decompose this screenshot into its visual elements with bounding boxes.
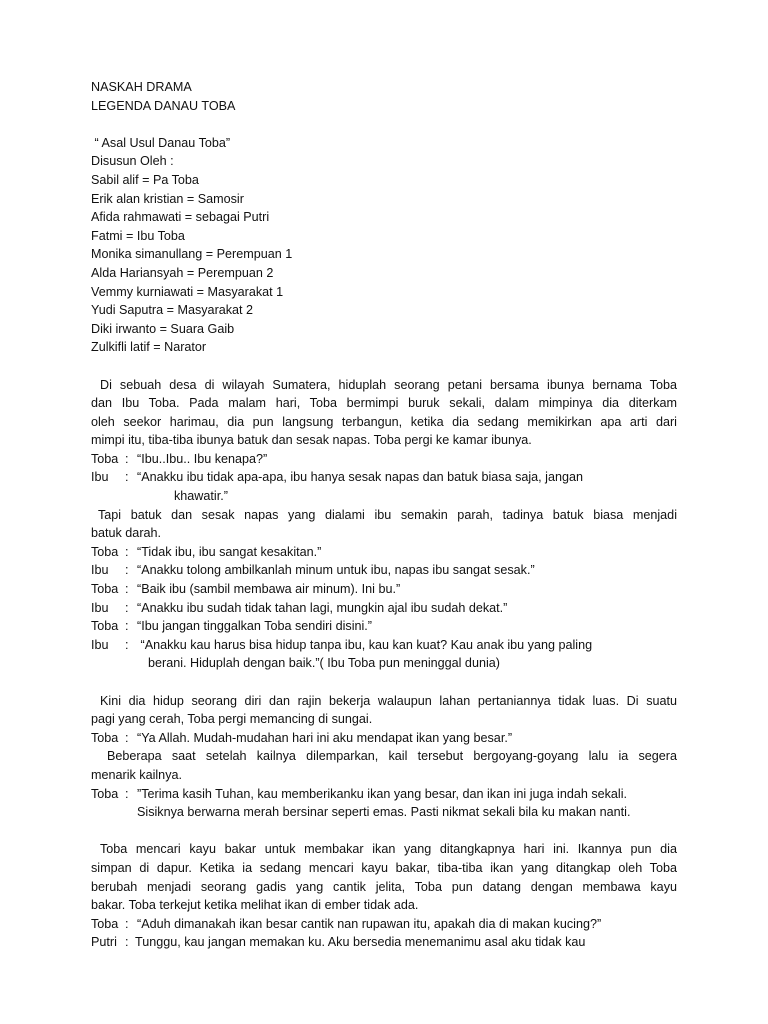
doc-title-2: LEGENDA DANAU TOBA xyxy=(91,98,236,113)
dialogue-text: “Ibu jangan tinggalkan Toba sendiri disini.” xyxy=(137,619,373,634)
dialogue-line xyxy=(91,729,677,748)
cast-item: Sabil alif = Pa Toba xyxy=(91,172,199,187)
para-line: mimpi itu, tiba-tiba ibunya batuk dan sesak napas. Toba pergi ke kamar ibunya. xyxy=(91,433,532,448)
speaker: Toba xyxy=(91,582,119,597)
dialogue-text: “Tidak ibu, ibu sangat kesakitan.” xyxy=(137,544,322,559)
dialogue-line xyxy=(91,617,677,636)
para-line: Tapi batuk dan sesak napas yang dialami ibu semakin parah, tadinya batuk biasa menjadi xyxy=(98,507,677,522)
cast-item: Diki irwanto = Suara Gaib xyxy=(91,321,235,336)
colon: : xyxy=(125,582,129,597)
colon: : xyxy=(125,451,129,466)
para-line: berubah menjadi seorang gadis yang cantik jelita, Toba pun datang dengan membawa kayu xyxy=(91,879,677,894)
colon: : xyxy=(125,935,129,950)
para-line: Beberapa saat setelah kailnya dilemparkan, kail tersebut bergoyang-goyang lalu ia segera xyxy=(107,749,677,764)
dialogue-text: “Anakku kau harus bisa hidup tanpa ibu, kau kan kuat? Kau anak ibu yang paling xyxy=(137,637,593,652)
dialogue-text: “Baik ibu (sambil membawa air minum). Ini bu.” xyxy=(137,582,401,597)
narration-paragraph xyxy=(91,376,677,450)
dialogue-line xyxy=(91,580,677,599)
dialogue-continuation: Sisiknya berwarna merah bersinar seperti emas. Pasti nikmat sekali bila ku makan nanti. xyxy=(137,805,631,820)
speaker: Toba xyxy=(91,916,119,931)
cast-item: Vemmy kurniawati = Masyarakat 1 xyxy=(91,284,284,299)
speaker: Toba xyxy=(91,451,119,466)
colon: : xyxy=(125,619,129,634)
dialogue-line xyxy=(91,561,677,580)
speaker: Putri xyxy=(91,935,117,950)
doc-title-1: NASKAH DRAMA xyxy=(91,80,192,94)
speaker: Toba xyxy=(91,619,119,634)
narration-paragraph xyxy=(91,506,677,543)
cast-item: Erik alan kristian = Samosir xyxy=(91,191,244,206)
colon: : xyxy=(125,730,129,745)
doc-subtitle: “ Asal Usul Danau Toba” xyxy=(91,135,231,150)
narration-paragraph xyxy=(91,692,677,729)
dialogue-text: “Aduh dimanakah ikan besar cantik nan rupawan itu, apakah dia di makan kucing?” xyxy=(137,916,602,931)
dialogue-text: “Anakku ibu tidak apa-apa, ibu hanya sesak napas dan batuk biasa saja, jangan xyxy=(137,470,583,485)
para-line: bakar. Toba terkejut ketika melihat ikan di ember tidak ada. xyxy=(91,898,419,913)
para-line: dan Ibu Toba. Pada malam hari, Toba bermimpi buruk sekali, dalam mimpinya dia diterkam xyxy=(91,396,677,411)
cast-list xyxy=(91,171,677,357)
colon: : xyxy=(125,786,129,801)
cast-item: Yudi Saputra = Masyarakat 2 xyxy=(91,303,254,318)
speaker: Ibu xyxy=(91,563,109,578)
speaker: Ibu xyxy=(91,637,109,652)
narration-paragraph xyxy=(91,747,677,784)
para-line: Toba mencari kayu bakar untuk membakar ikan yang ditangkapnya hari ini. Ikannya pun dia xyxy=(100,842,677,857)
para-line: simpan di dapur. Ketika ia sedang mencari kayu bakar, tiba-tiba ikan yang ditangkap oleh Toba xyxy=(91,860,677,875)
dialogue-line xyxy=(91,599,677,618)
speaker: Toba xyxy=(91,786,119,801)
para-line: oleh seekor harimau, dia pun langsung terbangun, ketika dia sedang memikirkan apa arti dari xyxy=(91,414,677,429)
dialogue-line xyxy=(91,933,677,952)
para-line: batuk darah. xyxy=(91,526,162,541)
dialogue-continuation: berani. Hiduplah dengan baik.”( Ibu Toba pun meninggal dunia) xyxy=(148,656,500,671)
para-line: menarik kailnya. xyxy=(91,767,182,782)
dialogue-line xyxy=(91,450,677,469)
speaker: Toba xyxy=(91,544,119,559)
dialogue-text: “Ya Allah. Mudah-mudahan hari ini aku mendapat ikan yang besar.” xyxy=(137,730,513,745)
dialogue-text: Tunggu, kau jangan memakan ku. Aku bersedia menemanimu asal aku tidak kau xyxy=(135,935,586,950)
dialogue-line xyxy=(91,543,677,562)
colon: : xyxy=(125,637,129,652)
cast-item: Afida rahmawati = sebagai Putri xyxy=(91,210,270,225)
colon: : xyxy=(125,600,129,615)
dialogue-line xyxy=(91,915,677,934)
dialogue-line xyxy=(91,636,677,655)
dialogue-line xyxy=(91,785,677,804)
colon: : xyxy=(125,544,129,559)
colon: : xyxy=(125,563,129,578)
dialogue-text: “Anakku tolong ambilkanlah minum untuk ibu, napas ibu sangat sesak.” xyxy=(137,563,535,578)
script-content xyxy=(91,78,677,952)
para-line: Kini dia hidup seorang diri dan rajin bekerja walaupun lahan pertaniannya tidak luas. Di suatu xyxy=(100,693,677,708)
narration-paragraph xyxy=(91,840,677,914)
colon: : xyxy=(125,916,129,931)
cast-item: Zulkifli latif = Narator xyxy=(91,340,207,355)
cast-item: Fatmi = Ibu Toba xyxy=(91,228,185,243)
speaker: Ibu xyxy=(91,470,109,485)
dialogue-line xyxy=(91,468,677,487)
cast-item: Monika simanullang = Perempuan 1 xyxy=(91,247,293,262)
para-line: pagi yang cerah, Toba pergi memancing di sungai. xyxy=(91,712,373,727)
speaker: Ibu xyxy=(91,600,109,615)
dialogue-text: “Anakku ibu sudah tidak tahan lagi, mungkin ajal ibu sudah dekat.” xyxy=(137,600,508,615)
colon: : xyxy=(125,470,129,485)
speaker: Toba xyxy=(91,730,119,745)
dialogue-continuation: khawatir.” xyxy=(174,489,228,504)
dialogue-text: ”Terima kasih Tuhan, kau memberikanku ikan yang besar, dan ikan ini juga indah sekali. xyxy=(137,786,628,801)
cast-item: Alda Hariansyah = Perempuan 2 xyxy=(91,265,274,280)
dialogue-text: “Ibu..Ibu.. Ibu kenapa?” xyxy=(137,451,268,466)
para-line: Di sebuah desa di wilayah Sumatera, hiduplah seorang petani bersama ibunya bernama Toba xyxy=(100,377,677,392)
credit-label: Disusun Oleh : xyxy=(91,154,174,169)
